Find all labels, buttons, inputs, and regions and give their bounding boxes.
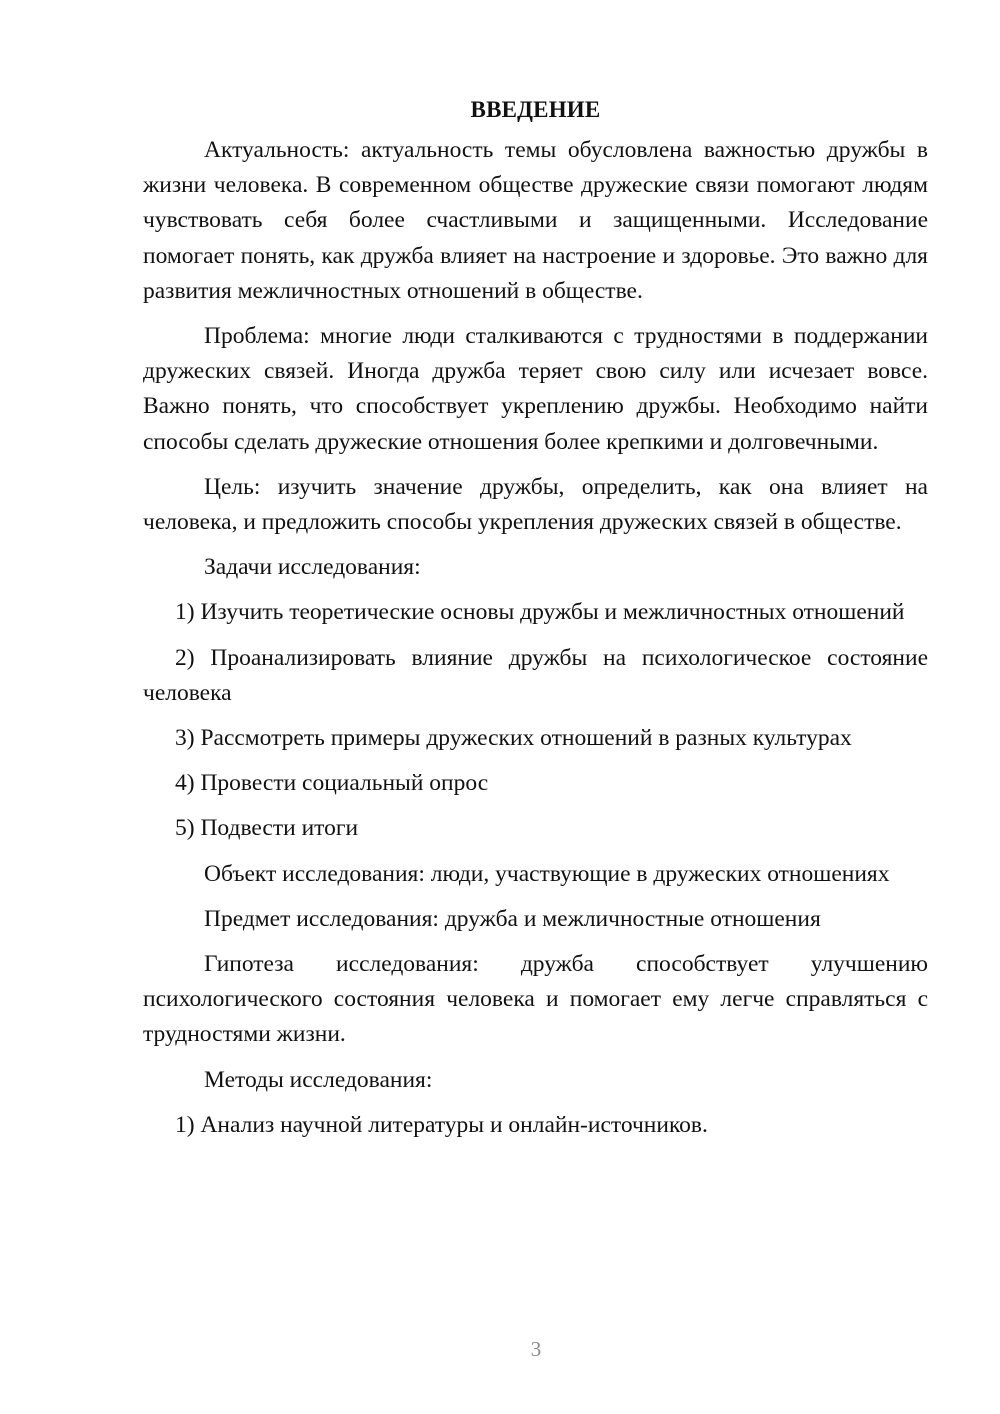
goal-paragraph: Цель: изучить значение дружбы, определить, как она влияет на человека, и предложить способы укрепления дружеских связей в обществе.: [143, 473, 928, 536]
section-title: ВВЕДЕНИЕ: [470, 97, 601, 122]
task-item: 3) Рассмотреть примеры дружеских отношений в разных культурах: [175, 725, 852, 752]
task-item: 1) Изучить теоретические основы дружбы и межличностных отношений: [175, 599, 905, 626]
task-item: 2) Проанализировать влияние дружбы на психологическое состояние человека: [143, 644, 928, 706]
page-number: 3: [530, 1337, 542, 1361]
hypothesis-paragraph: Гипотеза исследования: дружба способствует улучшению психологического состояния человека и помогает ему легче справляться с трудностями жизни.: [143, 951, 928, 1048]
page-body: [143, 93, 928, 1153]
tasks-heading: Задачи исследования:: [204, 554, 421, 581]
method-item: 1) Анализ научной литературы и онлайн-источников.: [175, 1111, 708, 1138]
research-subject: Предмет исследования: дружба и межличностные отношения: [204, 905, 821, 932]
problem-paragraph: Проблема: многие люди сталкиваются с трудностями в поддержании дружеских связей. Иногда дружба теряет свою силу или исчезает вовсе. Важно понять, что способствует укреплению дружбы. Необходимо найти способы сделать дружеские отношения более крепкими и долговечными.: [143, 323, 928, 455]
task-item: 5) Подвести итоги: [175, 815, 359, 842]
relevance-paragraph: Актуальность: актуальность темы обусловлена важностью дружбы в жизни человека. В современном обществе дружеские связи помогают людям чувствовать себя более счастливыми и защищенными. Исследование помогает понять, как дружба влияет на настроение и здоровье. Это важно для развития межличностных отношений в обществе.: [143, 137, 928, 304]
research-object: Объект исследования: люди, участвующие в дружеских отношениях: [204, 860, 890, 887]
methods-heading: Методы исследования:: [204, 1066, 433, 1093]
task-item: 4) Провести социальный опрос: [175, 770, 489, 797]
